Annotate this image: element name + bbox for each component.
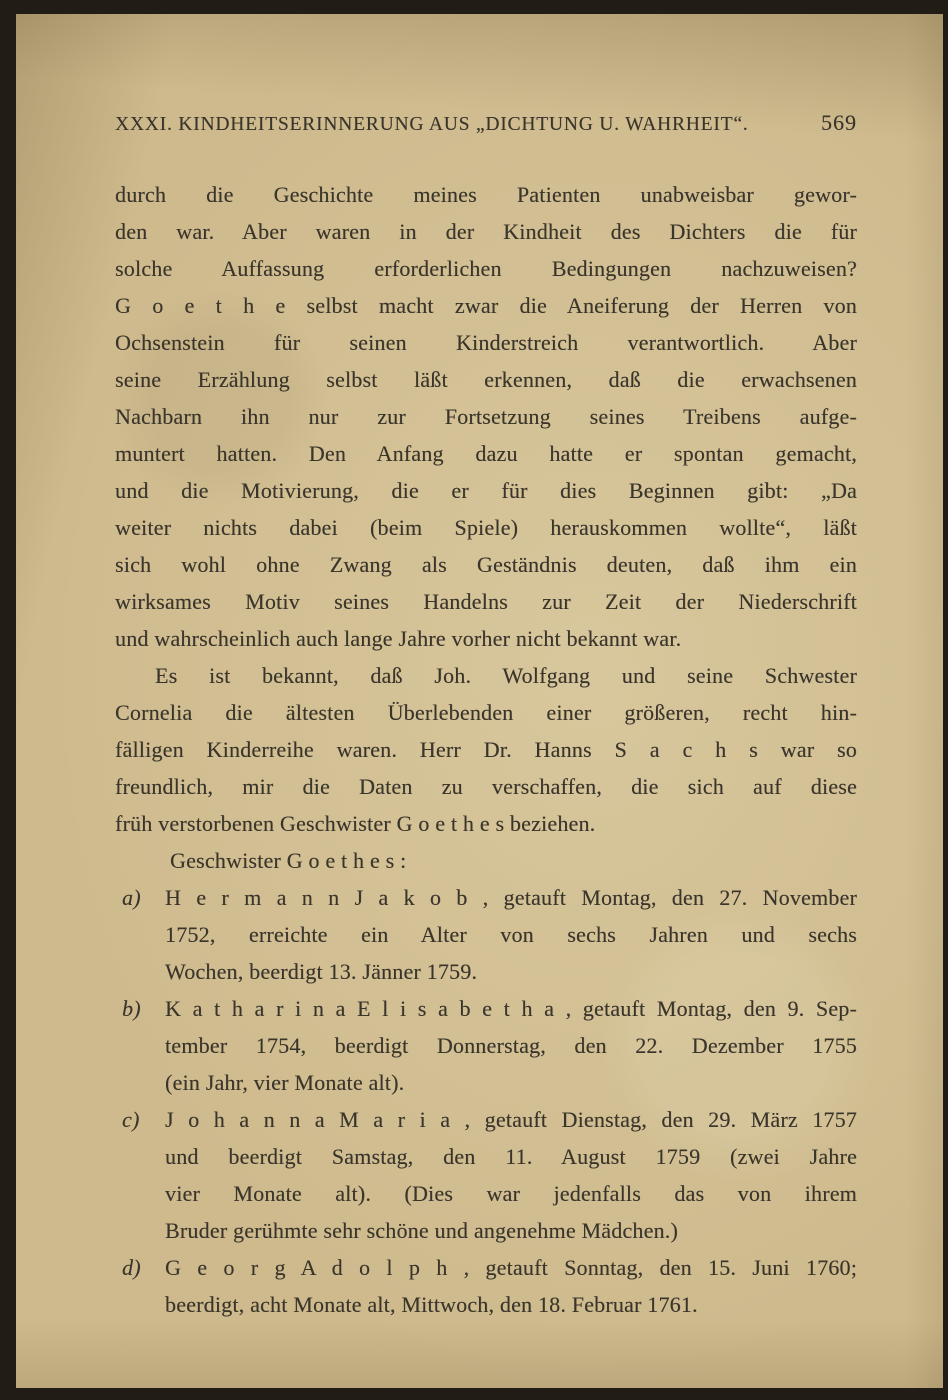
list-item-text — [165, 1101, 857, 1249]
text-line: 1752, erreichte ein Alter von sechs Jahren und sechs — [165, 922, 857, 947]
text-line: muntert hatten. Den Anfang dazu hatte er spontan gemacht, — [115, 441, 857, 466]
page-content — [115, 110, 857, 1323]
list-item-text — [165, 879, 857, 990]
text-line: Bruder gerühmte sehr schöne und angenehme Mädchen.) — [165, 1218, 678, 1243]
text-line: Wochen, beerdigt 13. Jänner 1759. — [165, 959, 478, 984]
list-heading — [115, 842, 857, 879]
text-line: Cornelia die ältesten Überlebenden einer größeren, recht hin- — [115, 700, 857, 725]
paragraph — [115, 657, 857, 842]
text-line: vier Monate alt). (Dies war jedenfalls das von ihrem — [165, 1181, 857, 1206]
text-line: durch die Geschichte meines Patienten unabweisbar gewor- — [115, 182, 857, 207]
text-line: J o h a n n a M a r i a , getauft Dienstag, den 29. März 1757 — [165, 1107, 857, 1132]
text-line: und die Motivierung, die er für dies Beginnen gibt: „Da — [115, 478, 857, 503]
text-line: Es ist bekannt, daß Joh. Wolfgang und seine Schwester — [155, 663, 857, 688]
text-line: wirksames Motiv seines Handelns zur Zeit der Niederschrift — [115, 589, 857, 614]
list-marker: c) — [122, 1107, 140, 1132]
list-item-d — [115, 1249, 857, 1323]
list-item-b — [115, 990, 857, 1101]
text-line: fälligen Kinderreihe waren. Herr Dr. Hanns S a c h s war so — [115, 737, 857, 762]
text-line: beerdigt, acht Monate alt, Mittwoch, den 18. Februar 1761. — [165, 1292, 698, 1317]
paragraph — [115, 176, 857, 657]
text-line: den war. Aber waren in der Kindheit des Dichters die für — [115, 219, 857, 244]
list-item-text — [165, 1249, 857, 1323]
text-line: (ein Jahr, vier Monate alt). — [165, 1070, 405, 1095]
list-marker: d) — [122, 1255, 141, 1280]
list-item-text — [165, 990, 857, 1101]
page-number: 569 — [821, 110, 857, 135]
text-line: G e o r g A d o l p h , getauft Sonntag, den 15. Juni 1760; — [165, 1255, 857, 1280]
list-item-a — [115, 879, 857, 990]
text-line: und wahrscheinlich auch lange Jahre vorher nicht bekannt war. — [115, 626, 682, 651]
text-line: sich wohl ohne Zwang als Geständnis deuten, daß ihm ein — [115, 552, 857, 577]
text-line: freundlich, mir die Daten zu verschaffen, die sich auf diese — [115, 774, 857, 799]
body-text — [115, 176, 857, 1323]
text-line: tember 1754, beerdigt Donnerstag, den 22. Dezember 1755 — [165, 1033, 857, 1058]
text-line: weiter nichts dabei (beim Spiele) herauskommen wollte“, läßt — [115, 515, 857, 540]
text-line: Ochsenstein für seinen Kinderstreich verantwortlich. Aber — [115, 330, 857, 355]
text-line: K a t h a r i n a E l i s a b e t h a , getauft Montag, den 9. Sep- — [165, 996, 857, 1021]
text-line: Geschwister G o e t h e s : — [170, 848, 407, 873]
text-line: seine Erzählung selbst läßt erkennen, daß die erwachsenen — [115, 367, 857, 392]
text-line: und beerdigt Samstag, den 11. August 1759 (zwei Jahre — [165, 1144, 857, 1169]
running-header — [115, 110, 857, 136]
list-marker: a) — [122, 885, 141, 910]
paper-background — [16, 14, 943, 1388]
list-item-c — [115, 1101, 857, 1249]
text-line: G o e t h e selbst macht zwar die Aneiferung der Herren von — [115, 293, 857, 318]
text-line: Nachbarn ihn nur zur Fortsetzung seines Treibens aufge- — [115, 404, 857, 429]
list-marker: b) — [122, 996, 141, 1021]
text-line: früh verstorbenen Geschwister G o e t h e s beziehen. — [115, 811, 596, 836]
chapter-header-title: XXXI. KINDHEITSERINNERUNG AUS „DICHTUNG U. WAHRHEIT“. — [115, 114, 749, 135]
text-line: solche Auffassung erforderlichen Bedingungen nachzuweisen? — [115, 256, 857, 281]
text-line: H e r m a n n J a k o b , getauft Montag, den 27. November — [165, 885, 857, 910]
